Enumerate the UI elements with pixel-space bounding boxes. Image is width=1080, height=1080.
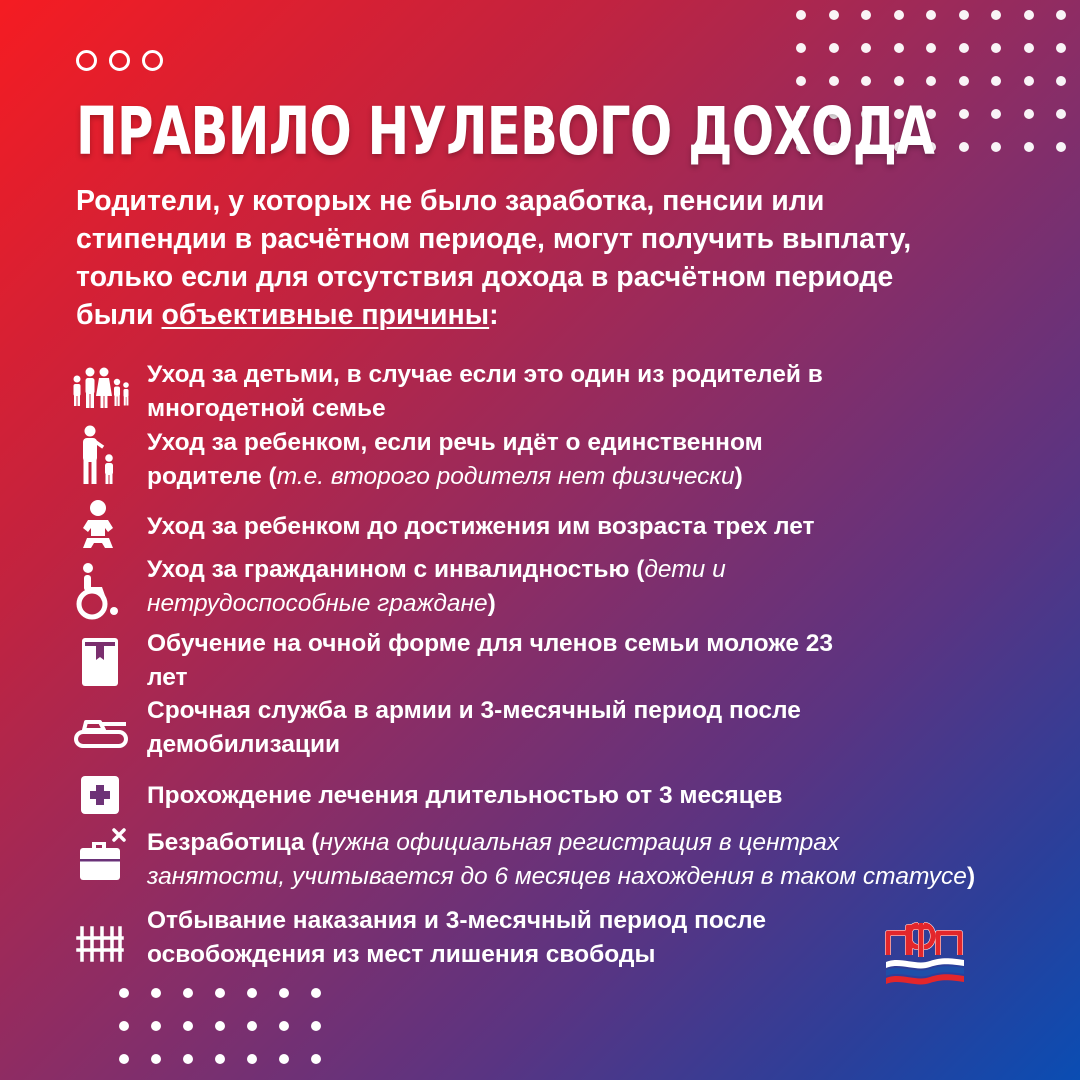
- decorative-dot: [215, 1021, 225, 1031]
- page-title: ПРАВИЛО НУЛЕВОГО ДОХОДА: [76, 93, 935, 170]
- decorative-dot: [1056, 10, 1066, 20]
- lead-line-4-suffix: :: [489, 299, 499, 331]
- briefcase-x-icon: [68, 826, 132, 890]
- decorative-dot: [991, 43, 1001, 53]
- decorative-dot: [1024, 142, 1034, 152]
- decorative-dot: [1024, 10, 1034, 20]
- lead-line-2: стипендии в расчётном периоде, могут получить выплату,: [76, 223, 912, 255]
- tank-icon: [68, 702, 132, 766]
- decorative-dot: [1056, 109, 1066, 119]
- pfr-logo: [880, 915, 972, 987]
- lead-paragraph: [76, 182, 1036, 334]
- decorative-dot: [861, 43, 871, 53]
- parent-child-icon: [68, 424, 132, 488]
- lead-line-4-prefix: были: [76, 299, 162, 331]
- list-item-text: Отбывание наказания и 3-месячный период после освобождения из мест лишения свободы: [147, 907, 767, 968]
- decorative-dot: [861, 76, 871, 86]
- decorative-dot: [926, 43, 936, 53]
- decorative-dot: [861, 10, 871, 20]
- baby-icon: [68, 496, 132, 560]
- decorative-dot: [991, 142, 1001, 152]
- decorative-dot: [183, 988, 193, 998]
- decorative-dot: [959, 10, 969, 20]
- decorative-dot: [959, 109, 969, 119]
- decorative-dot: [829, 43, 839, 53]
- decorative-dot: [1024, 43, 1034, 53]
- decorative-dot: [959, 76, 969, 86]
- medical-cross-icon: [68, 763, 132, 827]
- decorative-dot: [991, 10, 1001, 20]
- decorative-dot: [894, 76, 904, 86]
- decorative-dot: [1024, 109, 1034, 119]
- decorative-dot: [183, 1054, 193, 1064]
- decorative-dot: [796, 76, 806, 86]
- decorative-dot: [311, 1021, 321, 1031]
- decorative-dot: [1056, 43, 1066, 53]
- list-item-text: Уход за ребенком, если речь идёт о единственном родителе (т.е. второго родителя нет физически): [147, 429, 763, 490]
- decorative-dot: [926, 10, 936, 20]
- decorative-dot: [119, 1054, 129, 1064]
- decorative-dot: [151, 1054, 161, 1064]
- window-dots-decoration: [76, 50, 163, 71]
- dot-grid-bottom-left: [119, 988, 321, 1064]
- decorative-dot: [183, 1021, 193, 1031]
- list-item-text: Уход за детьми, в случае если это один из родителей в многодетной семье: [147, 361, 823, 422]
- decorative-dot: [1056, 142, 1066, 152]
- decorative-dot: [991, 76, 1001, 86]
- decorative-dot: [894, 43, 904, 53]
- decorative-dot: [796, 43, 806, 53]
- decorative-dot: [959, 43, 969, 53]
- decorative-dot: [1024, 76, 1034, 86]
- decorative-dot: [247, 1054, 257, 1064]
- decorative-dot: [311, 1054, 321, 1064]
- decorative-dot: [215, 988, 225, 998]
- decorative-dot: [1056, 76, 1066, 86]
- decorative-dot: [829, 76, 839, 86]
- decorative-dot: [311, 988, 321, 998]
- wheelchair-icon: [68, 559, 132, 623]
- decorative-dot: [247, 1021, 257, 1031]
- decorative-dot: [279, 1021, 289, 1031]
- decorative-dot: [279, 988, 289, 998]
- decorative-dot: [151, 1021, 161, 1031]
- family-icon: [68, 362, 132, 426]
- book-icon: [68, 632, 132, 696]
- decorative-dot: [247, 988, 257, 998]
- lead-line-3: только если для отсутствия дохода в расчётном периоде: [76, 261, 894, 293]
- list-item-text: Уход за гражданином с инвалидностью (дети и нетрудоспособные граждане): [147, 556, 726, 617]
- decorative-dot: [796, 10, 806, 20]
- list-item-text: Обучение на очной форме для членов семьи моложе 23 лет: [147, 630, 834, 691]
- decorative-dot: [894, 10, 904, 20]
- decorative-dot: [119, 1021, 129, 1031]
- lead-line-1: Родители, у которых не было заработка, пенсии или: [76, 185, 825, 217]
- decorative-dot: [926, 76, 936, 86]
- list-item-text: Уход за ребенком до достижения им возраста трех лет: [147, 513, 815, 540]
- list-item-text: Безработица (нужна официальная регистрация в центрах занятости, учитывается до 6 месяцев нахождения в таком статусе): [147, 829, 976, 890]
- decorative-dot: [215, 1054, 225, 1064]
- decorative-dot: [151, 988, 161, 998]
- decorative-dot: [991, 109, 1001, 119]
- decorative-dot: [279, 1054, 289, 1064]
- lead-underlined-reasons: объективные причины: [161, 299, 490, 331]
- decorative-dot: [829, 10, 839, 20]
- decorative-dot: [959, 142, 969, 152]
- prison-bars-icon: [68, 910, 132, 974]
- list-item-text: Срочная служба в армии и 3-месячный период после демобилизации: [147, 697, 801, 758]
- decorative-dot: [119, 988, 129, 998]
- list-item-text: Прохождение лечения длительностью от 3 месяцев: [147, 782, 783, 809]
